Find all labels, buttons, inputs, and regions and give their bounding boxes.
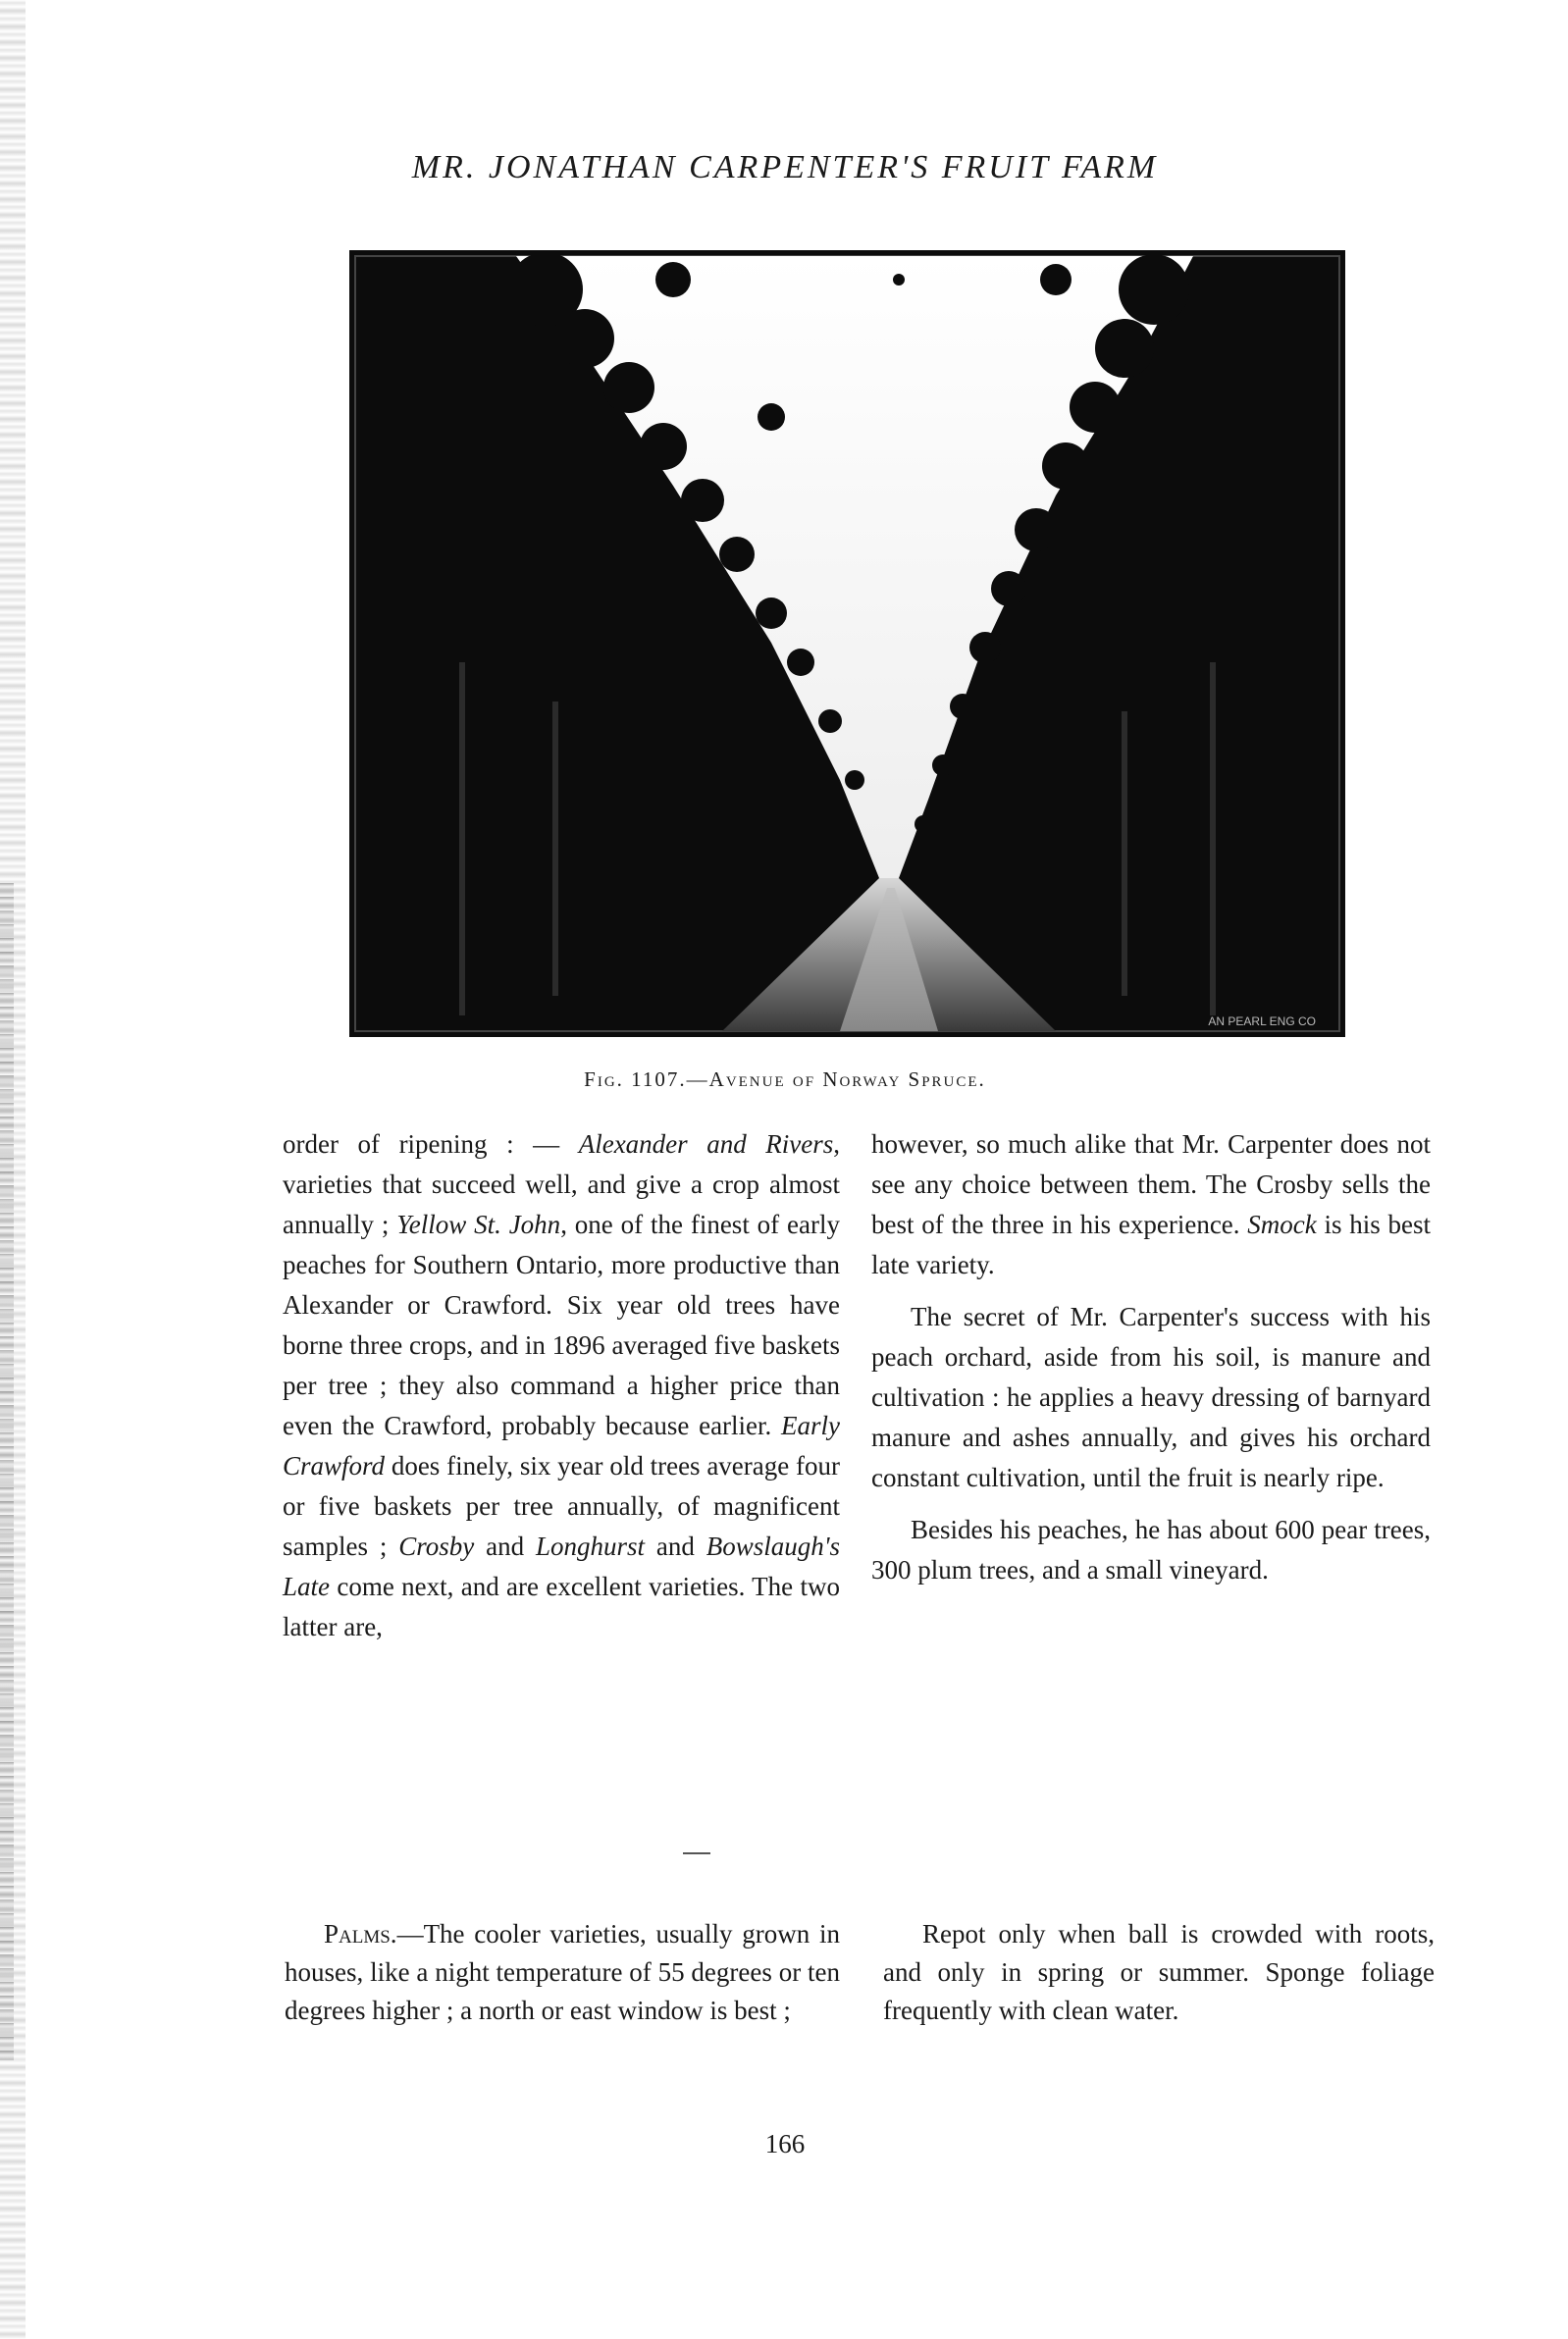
italic-variety-name: Longhurst <box>535 1532 645 1561</box>
italic-variety-name: Alexander and Rivers <box>578 1129 834 1159</box>
palms-right-column <box>883 1915 1435 2030</box>
page-edge-binding-marks <box>0 883 14 2060</box>
left-column-paragraph <box>283 1124 840 1647</box>
right-column-paragraph <box>871 1124 1431 1285</box>
palms-paragraph-right: Repot only when ball is crowded with roots, and only in spring or summer. Sponge foliage frequently with clean water. <box>883 1919 1435 2025</box>
italic-variety-name: Bowslaugh's Late <box>283 1532 841 1601</box>
text-run: Besides his peaches, he has about 600 pear trees, 300 plum trees, and a small vineyard. <box>871 1515 1431 1585</box>
text-run: does finely, six year old trees average four or five baskets per tree annually, of magnificent samples ; <box>283 1451 840 1561</box>
left-column-text <box>283 1124 840 1647</box>
right-column-text <box>871 1124 1431 1590</box>
text-run: however, so much alike that Mr. Carpenter does not see any choice between them. The Crosby sells the best of the three in his experience. <box>871 1129 1431 1239</box>
italic-variety-name: Early Crawford <box>283 1411 840 1481</box>
right-column-paragraph <box>871 1510 1431 1590</box>
palms-left-column <box>285 1915 840 2030</box>
text-run: , one of the finest of early peaches for Southern Ontario, more productive than Alexander or Crawford. Six year old trees have borne three crops, and in 1896 averaged five baskets per tree ; they also command a higher price than even the Crawford, probably because earlier. <box>283 1210 840 1440</box>
text-run: and <box>474 1532 536 1561</box>
right-column-paragraph <box>871 1297 1431 1498</box>
figure-photo-norway-spruce-avenue <box>349 250 1345 1037</box>
text-run: The secret of Mr. Carpenter's success with his peach orchard, aside from his soil, is manure and cultivation : he applies a heavy dressing of barnyard manure and ashes annually, and gives his orchard constant cultivation, until the fruit is nearly ripe. <box>871 1302 1431 1492</box>
palms-paragraph-left <box>285 1915 840 2030</box>
section-divider <box>683 1852 710 1854</box>
running-head: MR. JONATHAN CARPENTER'S FRUIT FARM <box>411 149 1159 185</box>
figure-caption: Fig. 1107.—Avenue of Norway Spruce. <box>584 1067 986 1091</box>
page-number: 166 <box>764 2129 806 2158</box>
text-run: order of ripening : — <box>283 1129 579 1159</box>
palms-left-text: —The cooler varieties, usually grown in houses, like a night temperature of 55 degrees or ten degrees higher ; a north or east window is best ; <box>285 1919 840 2025</box>
text-run: and <box>645 1532 706 1561</box>
text-run: is his best late variety. <box>871 1210 1431 1279</box>
italic-variety-name: Yellow St. John <box>396 1210 561 1239</box>
engraver-mark: AN PEARL ENG CO <box>1208 1014 1316 1028</box>
text-run: , varieties that succeed well, and give a crop almost annually ; <box>283 1129 841 1239</box>
text-run: come next, and are excellent varieties. The two latter are, <box>283 1572 840 1641</box>
italic-variety-name: Crosby <box>398 1532 475 1561</box>
italic-variety-name: Smock <box>1247 1210 1317 1239</box>
palms-lead: Palms. <box>324 1919 397 1949</box>
